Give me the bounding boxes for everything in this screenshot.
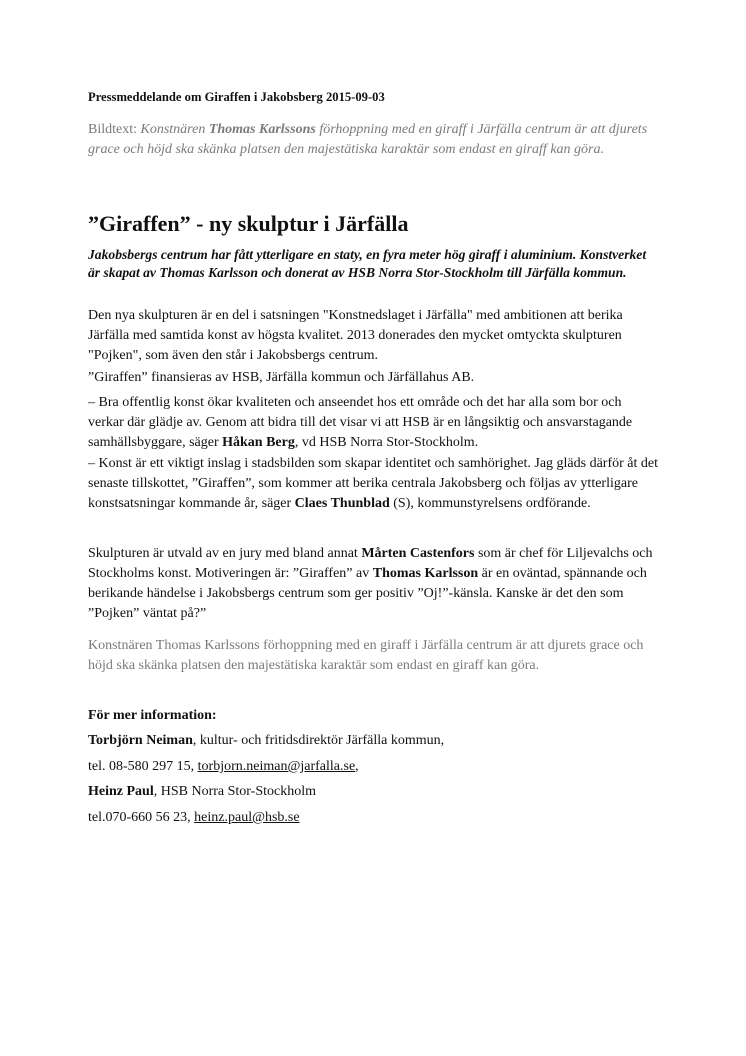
lead-paragraph: Jakobsbergs centrum har fått ytterligare en staty, en fyra meter hög giraff i aluminium. Konstverket är skapat av Thomas Karlsson och donerat av HSB Norra Stor-Stockholm till Järfälla kommun. (88, 247, 647, 280)
body-paragraph-1: Den nya skulpturen är en del i satsningen "Konstnedslaget i Järfälla" med ambitionen att berika Järfälla med samtida konst av högsta kvalitet. 2013 donerades den mycket omtyckta skulpturen "Pojken", som även den står i Jakobsbergs centrum. (88, 308, 623, 363)
quote-hsb-role: , vd HSB Norra Stor-Stockholm. (294, 435, 479, 450)
body-paragraph-6: Konstnären Thomas Karlssons förhoppning med en giraff i Järfälla centrum är att djurets grace och höjd ska skänka platsen den majestätiska karaktär som endast en giraff kan göra. (88, 638, 644, 673)
body-paragraph-3 (88, 393, 660, 453)
contact-2-phone: tel.070-660 56 23, (88, 810, 195, 825)
contact-1-phone-line (88, 757, 660, 777)
quote-kommun-role: (S), kommunstyrelsens ordförande. (389, 496, 591, 511)
contact-1-email-link[interactable]: torbjorn.neiman@jarfalla.se (197, 759, 356, 774)
contact-2-phone-line (88, 808, 660, 828)
contact-1-line-end: , (355, 759, 359, 774)
artist-name: Thomas Karlsson (372, 566, 479, 581)
contact-2-name: Heinz Paul (88, 784, 154, 799)
article-title: ”Giraffen” - ny skulptur i Järfälla (88, 211, 409, 236)
contact-2-line (88, 782, 660, 802)
image-caption (88, 120, 660, 160)
contact-1-name: Torbjörn Neiman (88, 733, 193, 748)
body-paragraph-5 (88, 544, 660, 624)
caption-artist-name: Thomas Karlssons (208, 122, 316, 137)
contact-1-line (88, 731, 660, 751)
contact-2-role: , HSB Norra Stor-Stockholm (153, 784, 317, 799)
caption-label: Bildtext: (88, 122, 141, 137)
contact-1-role: , kultur- och fritidsdirektör Järfälla kommun, (192, 733, 445, 748)
body-paragraph-4 (88, 454, 660, 514)
contact-2-email-link[interactable]: heinz.paul@hsb.se (194, 810, 300, 825)
quote-hsb-text: – Bra offentlig konst ökar kvaliteten och anseendet hos ett område och det har alla som bor och verkar där glädje av. Genom att bidra till det visar vi att HSB är en långsiktig och ansvarstagande samhällsbyggare, säger (88, 395, 633, 450)
quote-kommun-text: – Konst är ett viktigt inslag i stadsbilden som skapar identitet och samhörighet. Jag gläds därför åt det senaste tillskottet, ”Giraffen”, som kommer att berika centrala Jakobsberg och följas av ytterligare konstsatsningar kommande år, säger (88, 456, 658, 511)
contact-heading: För mer information: (88, 708, 217, 723)
caption-text-post: förhoppning med en giraff i Järfälla centrum är att djurets grace och höjd ska skänka platsen den majestätiska karaktär som endast en giraff kan göra. (88, 122, 648, 157)
body-paragraph-2: ”Giraffen” finansieras av HSB, Järfälla kommun och Järfällahus AB. (88, 370, 475, 385)
jury-text-a: Skulpturen är utvald av en jury med bland annat (88, 546, 362, 561)
quote-hsb-speaker: Håkan Berg (222, 435, 295, 450)
jury-text-b: som är chef för Liljevalchs och Stockholms konst. Motiveringen är: ”Giraffen” av (88, 546, 653, 581)
contact-1-phone: tel. 08-580 297 15, (88, 759, 198, 774)
caption-text-pre: Konstnären (140, 122, 209, 137)
quote-kommun-speaker: Claes Thunblad (294, 496, 390, 511)
jury-member-name: Mårten Castenfors (361, 546, 475, 561)
jury-text-c: är en oväntad, spännande och berikande händelse i Jakobsbergs centrum som ger positiv ”Oj!”-känsla. Kanske är det den som ”Pojken” väntat på?” (88, 566, 647, 621)
press-release-header: Pressmeddelande om Giraffen i Jakobsberg 2015-09-03 (88, 90, 385, 104)
